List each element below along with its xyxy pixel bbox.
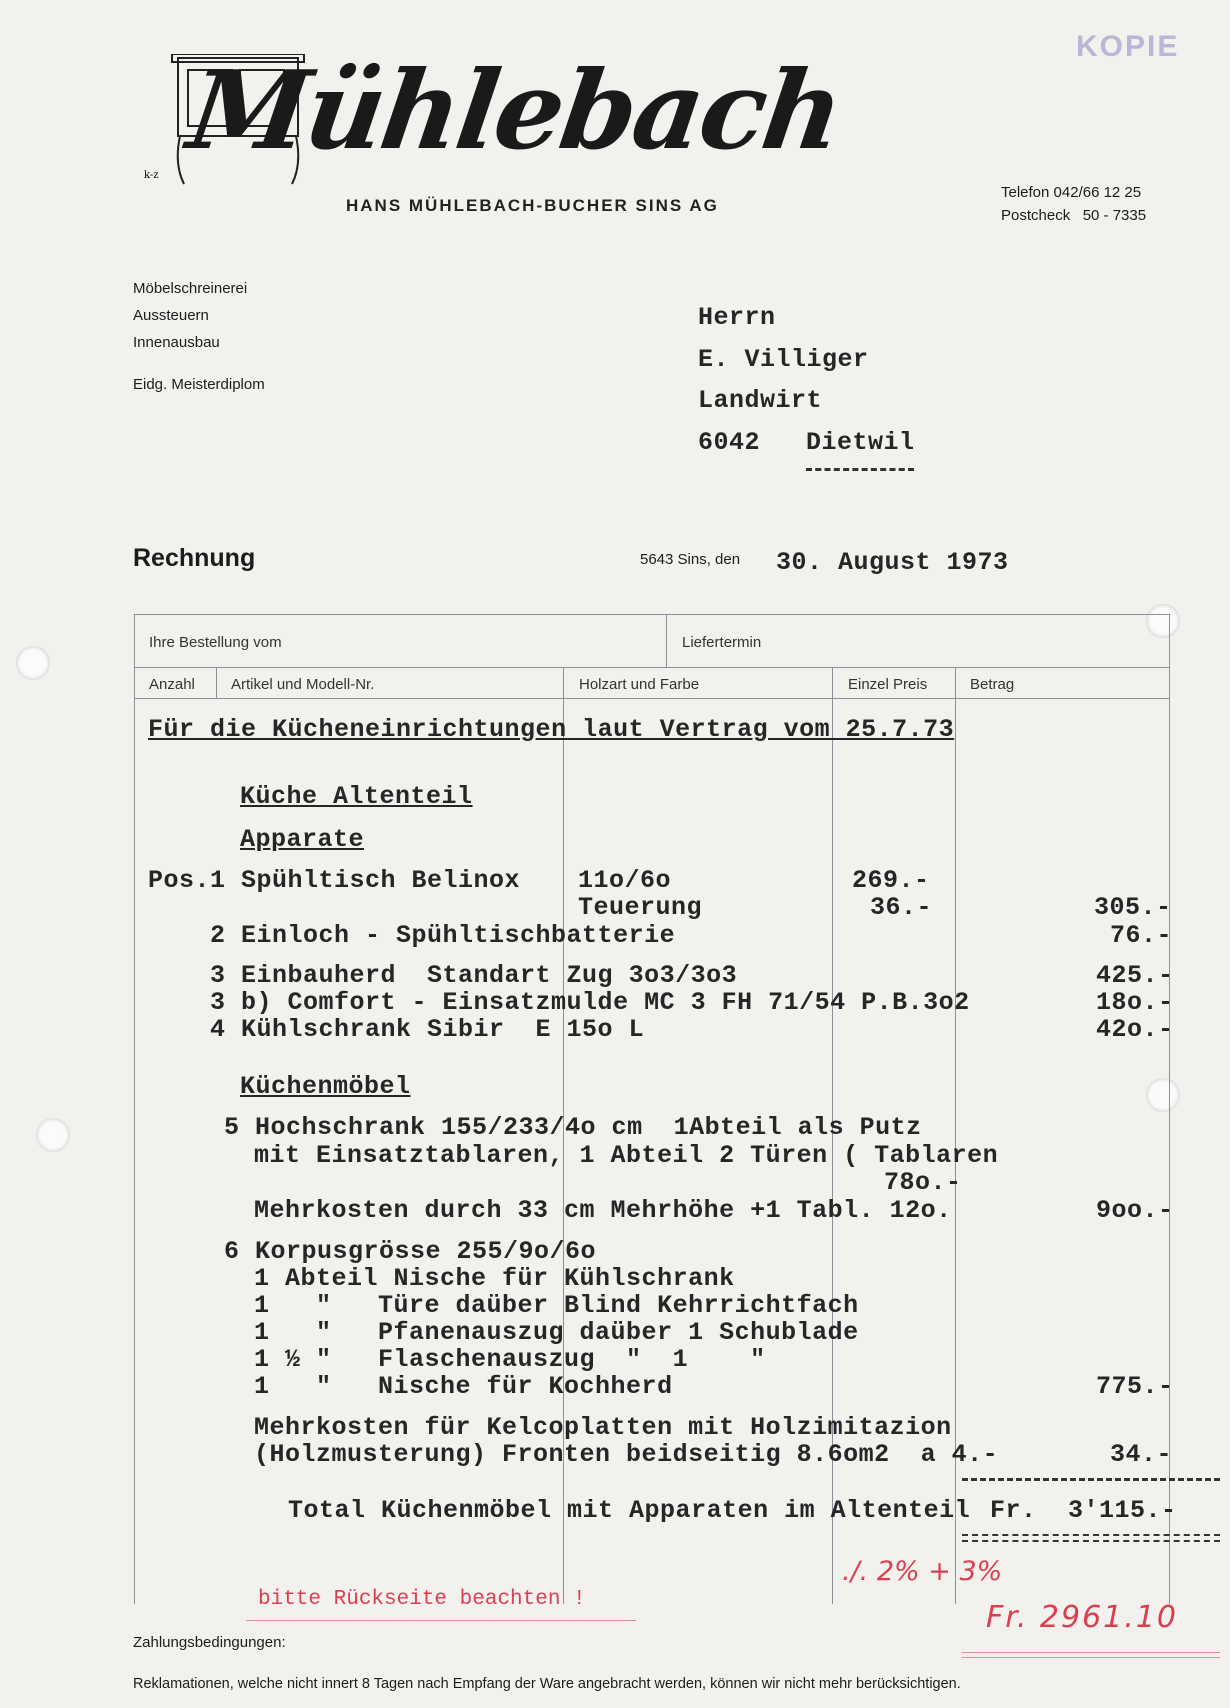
- handwritten-discount: ./. 2% + 3%: [842, 1556, 1003, 1587]
- item-line: 5 Hochschrank 155/233/4o cm 1Abteil als Putz: [224, 1113, 922, 1142]
- total-label: Total Küchenmöbel mit Apparaten im Altenteil: [288, 1496, 971, 1525]
- red-rule: [962, 1652, 1220, 1653]
- order-date-label: Ihre Bestellung vom: [149, 634, 282, 651]
- company-name: HANS MÜHLEBACH-BUCHER SINS AG: [346, 196, 719, 215]
- item-line: 2 Einloch - Spühltischbatterie: [210, 921, 676, 950]
- item-line: 1 " Pfanenauszug daüber 1 Schublade: [254, 1318, 859, 1347]
- diploma: Eidg. Meisterdiplom: [133, 376, 265, 393]
- recipient-city: Dietwil: [806, 428, 915, 457]
- order-divider: [666, 614, 667, 667]
- recipient-zip: 6042: [698, 428, 761, 457]
- punch-hole: [36, 1118, 70, 1152]
- service-item: Innenausbau: [133, 334, 220, 351]
- item-line: 4 Kühlschrank Sibir E 15o L: [210, 1015, 645, 1044]
- item-amount: 42o.-: [1096, 1015, 1174, 1044]
- item-unit-price: 269.-: [852, 866, 930, 895]
- payment-terms-label: Zahlungsbedingungen:: [133, 1634, 286, 1651]
- handwritten-final-amount: Fr. 2961.10: [986, 1600, 1178, 1635]
- item-wood: 11o/6o: [578, 866, 672, 895]
- section-heading: Küche Altenteil: [240, 782, 473, 811]
- item-amount: 18o.-: [1096, 988, 1174, 1017]
- red-rule: [962, 1657, 1220, 1658]
- item-line: 1 Abteil Nische für Kühlschrank: [254, 1264, 735, 1293]
- subtotal-rule: [962, 1478, 1220, 1481]
- item-amount: 9oo.-: [1096, 1196, 1174, 1225]
- col-article: Artikel und Modell-Nr.: [231, 676, 375, 693]
- item-amount: 425.-: [1096, 961, 1174, 990]
- item-amount: 34.-: [1110, 1440, 1173, 1469]
- phone: Telefon 042/66 12 25: [1001, 184, 1142, 201]
- col-qty: Anzahl: [149, 676, 195, 693]
- item-line: Mehrkosten für Kelcoplatten mit Holzimitazion: [254, 1413, 952, 1442]
- postcheck: Postcheck 50 - 7335: [1001, 207, 1147, 224]
- item-unit-price: 78o.-: [884, 1168, 962, 1197]
- total-currency: Fr.: [990, 1496, 1037, 1525]
- table-header-rule: [134, 667, 1170, 668]
- item-wood: Teuerung: [578, 893, 703, 922]
- table-top-rule: [134, 614, 1170, 615]
- item-line: 1 ½ " Flaschenauszug " 1 ": [254, 1345, 766, 1374]
- service-item: Möbelschreinerei: [133, 280, 248, 297]
- recipient-salutation: Herrn: [698, 303, 776, 332]
- item-line: mit Einsatztablaren, 1 Abteil 2 Türen ( Tablaren: [254, 1141, 999, 1170]
- service-item: Aussteuern: [133, 307, 209, 324]
- document-title: Rechnung: [133, 544, 256, 572]
- item-amount: 305.-: [1094, 893, 1172, 922]
- item-line: (Holzmusterung) Fronten beidseitig 8.6om2 a 4.-: [254, 1440, 999, 1469]
- col-divider-qty: [216, 667, 217, 698]
- section-heading: Küchenmöbel: [240, 1072, 411, 1101]
- item-amount: 775.-: [1096, 1372, 1174, 1401]
- item-line: 6 Korpusgrösse 255/9o/6o: [224, 1237, 597, 1266]
- item-line: Mehrkosten durch 33 cm Mehrhöhe +1 Tabl. 12o.: [254, 1196, 952, 1225]
- place-label: 5643 Sins, den: [640, 551, 741, 568]
- kopie-stamp: KOPIE: [1076, 30, 1180, 63]
- contract-line: Für die Kücheneinrichtungen laut Vertrag vom 25.7.73: [148, 715, 955, 744]
- company-logo: Mühlebach: [181, 48, 848, 174]
- table-left-rule: [134, 614, 135, 1604]
- section-heading: Apparate: [240, 825, 365, 854]
- punch-hole: [16, 646, 50, 680]
- item-line: 3 Einbauherd Standart Zug 3o3/3o3: [210, 961, 738, 990]
- item-line: Pos.1 Spühltisch Belinox: [148, 866, 521, 895]
- back-note: bitte Rückseite beachten !: [258, 1588, 586, 1611]
- item-line: 3 b) Comfort - Einsatzmulde MC 3 FH 71/54 P.B.3o2: [210, 988, 970, 1017]
- punch-hole: [1146, 1078, 1180, 1112]
- back-note-rule: [246, 1620, 636, 1621]
- services-list: [133, 275, 247, 356]
- total-amount: 3'115.-: [1068, 1496, 1177, 1525]
- invoice-date: 30. August 1973: [776, 548, 1009, 577]
- punch-hole: [1146, 604, 1180, 638]
- recipient-name: E. Villiger: [698, 345, 869, 374]
- delivery-date-label: Liefertermin: [682, 634, 762, 651]
- table-colhead-rule: [134, 698, 1170, 699]
- col-amount: Betrag: [970, 676, 1015, 693]
- total-double-rule: [962, 1540, 1220, 1542]
- col-wood: Holzart und Farbe: [579, 676, 700, 693]
- item-amount: 76.-: [1110, 921, 1173, 950]
- item-line: 1 " Türe daüber Blind Kehrrichtfach: [254, 1291, 859, 1320]
- item-line: 1 " Nische für Kochherd: [254, 1372, 673, 1401]
- svg-text:k-z: k-z: [144, 170, 159, 181]
- total-double-rule: [962, 1534, 1220, 1536]
- recipient-occupation: Landwirt: [698, 386, 823, 415]
- item-unit-price: 36.-: [870, 893, 933, 922]
- city-underline: [806, 468, 914, 471]
- footer-note: Reklamationen, welche nicht innert 8 Tagen nach Empfang der Ware angebracht werden, können wir nicht mehr berücksichtigen.: [133, 1676, 961, 1692]
- col-unit-price: Einzel Preis: [848, 676, 928, 693]
